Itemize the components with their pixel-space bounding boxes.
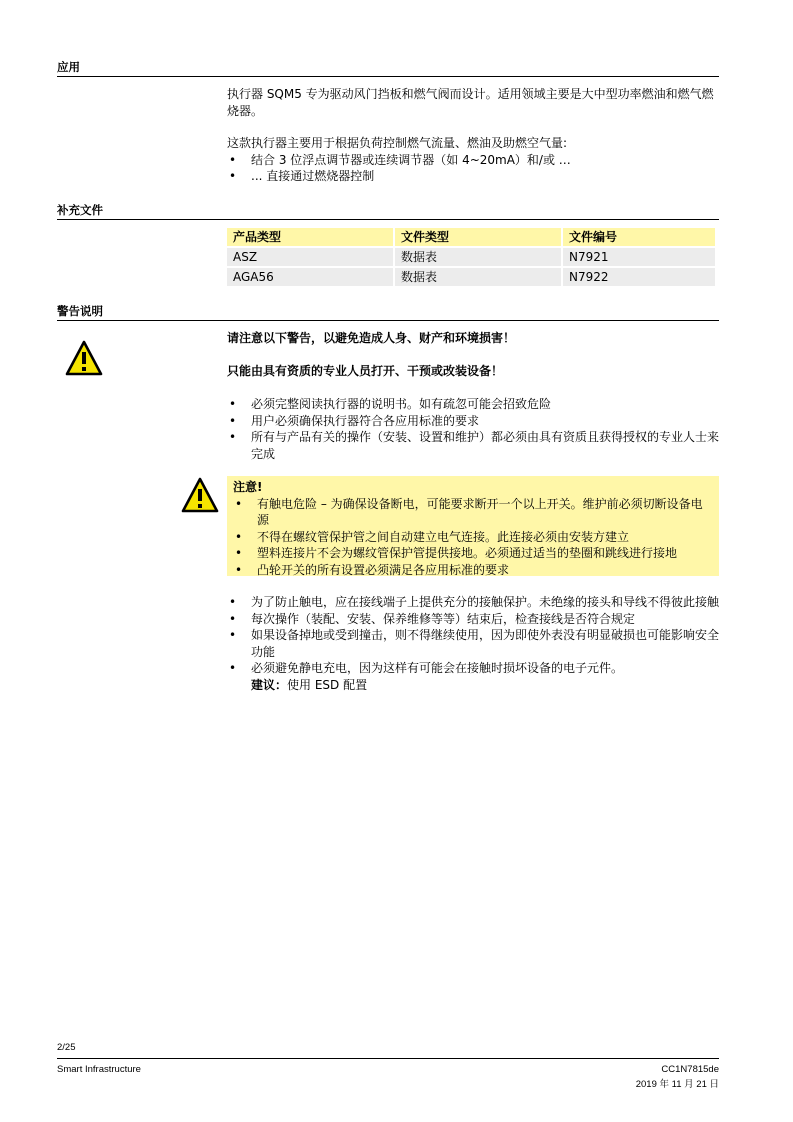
table-cell: 数据表: [395, 248, 561, 266]
caution-bullets: [233, 496, 713, 579]
list-item: • 每次操作（装配、安装、保养维修等等）结束后，检查接线是否符合规定: [227, 611, 719, 628]
warning-bold-2: 只能由具有资质的专业人员打开、干预或改装设备！: [227, 363, 504, 378]
list-item: • 为了防止触电，应在接线端子上提供充分的接触保护。未绝缘的接头和导线不得彼此接触: [227, 594, 719, 611]
section-title-warnings: 警告说明: [57, 304, 719, 321]
list-item: • 必须完整阅读执行器的说明书。如有疏忽可能会招致危险: [227, 396, 719, 413]
column-header-doc-type: 文件类型: [395, 228, 561, 246]
application-content: [227, 86, 719, 185]
table-cell: N7921: [563, 248, 715, 266]
footer-company: Smart Infrastructure: [57, 1064, 141, 1075]
section-title-docs: 补充文件: [57, 203, 719, 220]
caution-box: [227, 476, 719, 576]
list-item: • 有触电危险 – 为确保设备断电，可能要求断开一个以上开关。维护前必须切断设备电源: [233, 496, 713, 529]
list-item: • 凸轮开关的所有设置必须满足各应用标准的要求: [233, 562, 713, 579]
warnings-content-2: [227, 594, 719, 693]
footer-date: 2019 年 11 月 21 日: [635, 1079, 719, 1090]
table-cell: ASZ: [227, 248, 393, 266]
list-item: • 用户必须确保执行器符合各应用标准的要求: [227, 413, 719, 430]
page-number: 2/25: [57, 1042, 76, 1053]
section-title-application: 应用: [57, 60, 719, 77]
table-row: [227, 248, 715, 266]
column-header-product-type: 产品类型: [227, 228, 393, 246]
caution-title: 注意!: [233, 480, 263, 494]
caution-triangle-icon: [181, 477, 219, 513]
table-row: [227, 268, 715, 286]
list-item: • 塑料连接片不会为螺纹管保护管提供接地。必须通过适当的垫圈和跳线进行接地: [233, 545, 713, 562]
tip-text: 使用 ESD 配置: [287, 677, 368, 692]
application-bullets: [227, 152, 719, 185]
table-cell: AGA56: [227, 268, 393, 286]
list-item: • ... 直接通过燃烧器控制: [227, 168, 719, 185]
list-item: • 所有与产品有关的操作（安装、设置和维护）都必须由具有资质且获得授权的专业人士来完成: [227, 429, 719, 462]
list-item: • 必须避免静电充电，因为这样有可能会在接触时损坏设备的电子元件。: [227, 660, 719, 677]
list-item: • 如果设备掉地或受到撞击，则不得继续使用，因为即使外表没有明显破损也可能影响安全功能: [227, 627, 719, 660]
tip-label: 建议：: [251, 677, 288, 692]
esd-tip: [227, 677, 719, 694]
list-item: • 不得在螺纹管保护管之间自动建立电气连接。此连接必须由安装方建立: [233, 529, 713, 546]
table-header-row: [227, 228, 715, 246]
table-cell: N7922: [563, 268, 715, 286]
warning-bullets-2: [227, 594, 719, 677]
warning-bullets-1: [227, 396, 719, 462]
application-para-1: 执行器 SQM5 专为驱动风门挡板和燃气阀而设计。适用领域主要是大中型功率燃油和燃气燃烧器。: [227, 87, 714, 118]
application-para-2: 这款执行器主要用于根据负荷控制燃气流量、燃油及助燃空气量:: [227, 136, 568, 150]
docs-table: [225, 226, 717, 288]
docs-table-wrapper: [227, 226, 719, 288]
warning-triangle-icon: [65, 340, 103, 376]
column-header-doc-number: 文件编号: [563, 228, 715, 246]
footer-doc-id: CC1N7815de: [661, 1064, 719, 1075]
warning-bold-1: 请注意以下警告，以避免造成人身、财产和环境损害！: [227, 331, 516, 345]
list-item: • 结合 3 位浮点调节器或连续调节器（如 4~20mA）和/或 …: [227, 152, 719, 169]
table-cell: 数据表: [395, 268, 561, 286]
footer-divider: [57, 1058, 719, 1059]
warnings-content: [227, 330, 719, 462]
